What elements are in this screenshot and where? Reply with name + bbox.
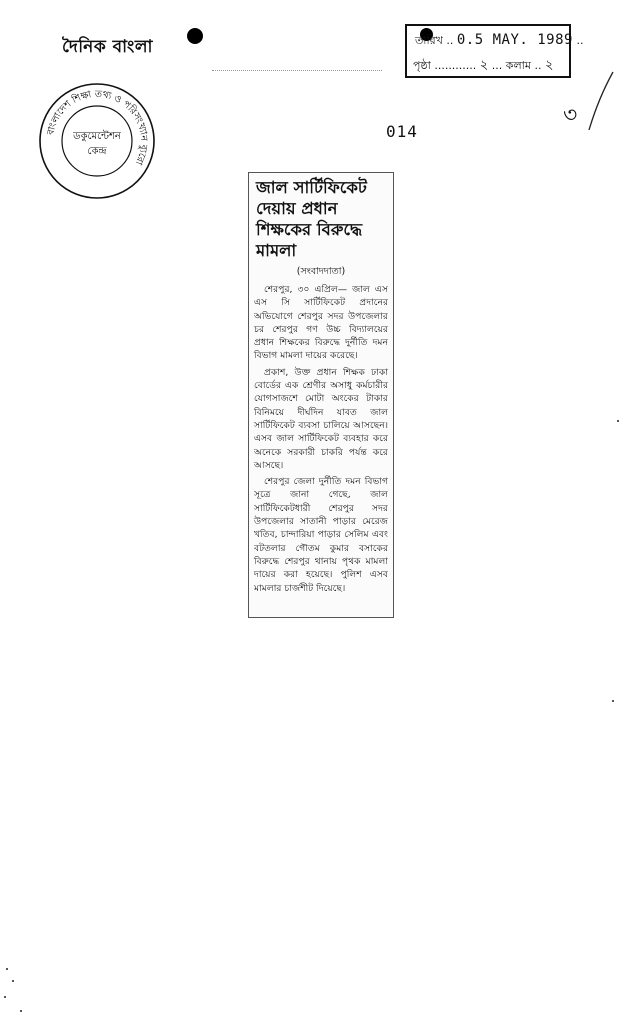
article-paragraph: শেরপুর জেলা দুর্নীতি দমন বিভাগ সূত্রে জানা গেছে, জাল সার্টিফিকেটধারী শেরপুর সদর উপজেলার সাতানী পাড়ার মেরেজ খতিব, চান্দারিয়া পাড়ার সেলিম এবং বটতলার গৌতম কুমার বসাকের বিরুদ্ধে শেরপুর থানায় পৃথক মামলা দায়ের করা হয়েছে। পুলিশ এসব মামলার চার্জশীট দিয়েছে। [254, 476, 388, 594]
scan-speck [12, 980, 14, 982]
date-value: 0.5 MAY. 1989 [456, 32, 573, 48]
column-value: ২ [544, 58, 554, 73]
scan-speck [20, 1010, 22, 1012]
margin-note-mark [555, 70, 615, 140]
documentation-center-stamp [38, 82, 156, 200]
article-headline: জাল সার্টিফিকেট দেয়ায় প্রধান শিক্ষকের বিরুদ্ধে মামলা [256, 178, 367, 260]
date-label: তারিখ [415, 34, 443, 47]
page-column-row: পৃষ্ঠা ............ ২ ... কলাম .. ২ [413, 58, 554, 73]
stamp-center-line2: কেন্দ্র [87, 146, 107, 157]
article-paragraph: প্রকাশ, উক্ত প্রধান শিক্ষক ঢাকা বোর্ডের এক শ্রেণীর অসাধু কর্মচারীর যোগসাজশে মোটা অংকের টাকার বিনিময়ে দীর্ঘদিন যাবত জাল সার্টিফিকেট ব্যবসা চালিয়ে আসছেন। এসব জাল সার্টিফিকেট ব্যবহার করে অনেকে সরকারী চাকরি পর্যন্ত করে আসছে। [254, 366, 388, 471]
newspaper-name: দৈনিক বাংলা [62, 37, 153, 57]
scan-speck [612, 700, 614, 702]
scan-speck [6, 968, 8, 970]
article-byline: (সংবাদদাতা) [296, 266, 346, 277]
newspaper-clipping [248, 172, 394, 618]
punch-hole [187, 28, 203, 44]
stamp-ring-text: বাংলাদেশ শিক্ষা তথ্য ও পরিসংখ্যান ব্যুরো [45, 88, 150, 167]
serial-number: 014 [386, 122, 418, 141]
stamp-center-line1: ডকুমেন্টেশন [73, 131, 121, 142]
column-label: কলাম [505, 59, 531, 72]
date-stamp-box [405, 24, 584, 78]
scan-speck [617, 420, 619, 422]
margin-note-text: ৩ [563, 103, 578, 128]
page-value: ২ [479, 58, 489, 73]
article-paragraph: শেরপুর, ৩০ এপ্রিল— জাল এস এস সি সার্টিফিকেট প্রদানের অভিযোগে শেরপুর সদর উপজেলার চর শেরপুর গণ উচ্চ বিদ্যালয়ের প্রধান শিক্ষকের বিরুদ্ধে দুর্নীতি দমন বিভাগ মামলা দায়ের করেছে। [254, 284, 388, 362]
date-row: তারিখ .. 0.5 MAY. 1989 .. [415, 32, 584, 48]
scan-speck [4, 996, 6, 998]
page-label: পৃষ্ঠা [413, 59, 431, 72]
faint-print-trace [212, 70, 382, 71]
